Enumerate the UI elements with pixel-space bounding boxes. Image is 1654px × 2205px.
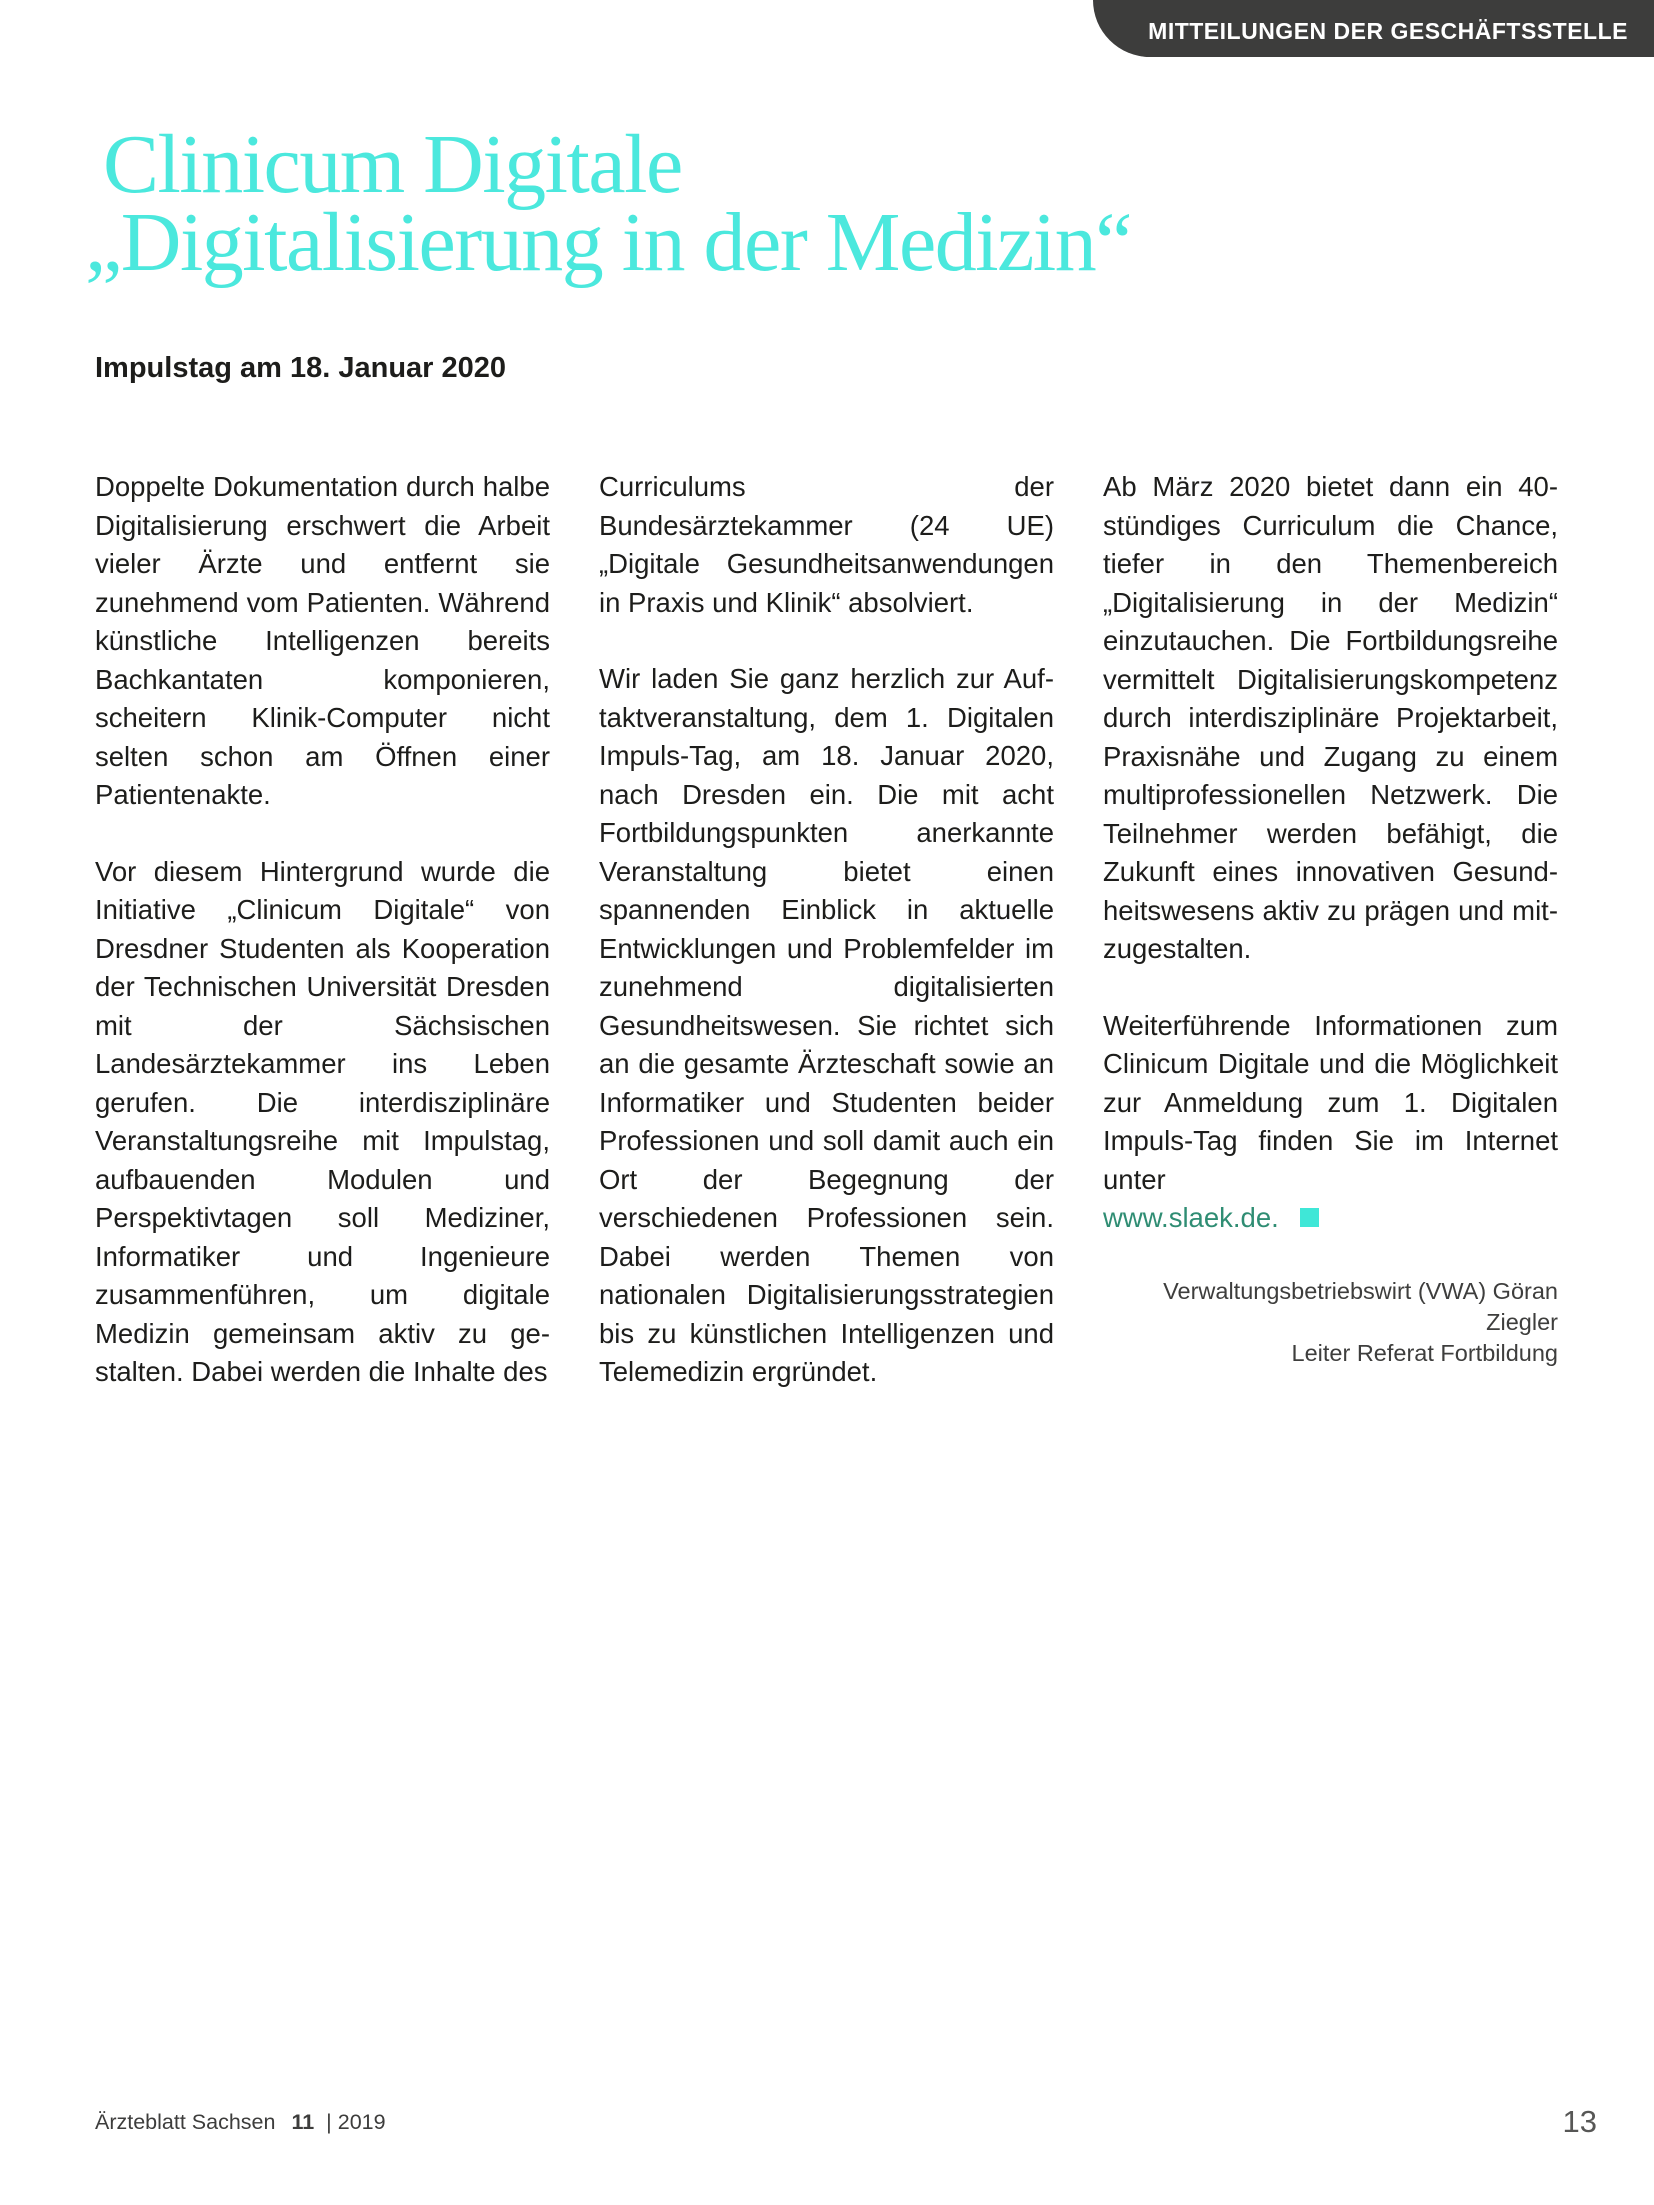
issue-number: 11 bbox=[291, 2110, 315, 2134]
page-number: 13 bbox=[1562, 2104, 1597, 2139]
article-end-square-icon bbox=[1300, 1208, 1319, 1227]
text-column-1 bbox=[95, 468, 550, 1430]
journal-name: Ärzteblatt Sachsen bbox=[95, 2110, 276, 2134]
text-column-2 bbox=[599, 468, 1054, 1430]
website-link-line bbox=[1103, 1199, 1558, 1238]
paragraph-col1-1: Doppelte Dokumentation durch halbe Digitalisierung erschwert die Arbeit vieler Ärzte und entfernt sie zunehmend vom Patienten. Während künstliche Intelligenzen bereits Bachkantaten komponieren, scheitern Klinik-Computer nicht selten schon am Öffnen einer Patientenakte. bbox=[95, 471, 550, 810]
slaek-website-link[interactable]: www.slaek.de. bbox=[1103, 1202, 1279, 1233]
section-badge bbox=[1093, 0, 1654, 57]
article-title bbox=[85, 118, 1132, 289]
author-role: Leiter Referat Fortbildung bbox=[1291, 1339, 1558, 1366]
text-column-3 bbox=[1103, 468, 1558, 1430]
paragraph-col2-1: Curriculums der Bundesärztekammer (24 UE) „Digitale Gesundheitsanwendungen in Praxis und Klinik“ absolviert. bbox=[599, 471, 1054, 618]
article-subtitle: Impulstag am 18. Januar 2020 bbox=[95, 352, 507, 384]
author-signature bbox=[1103, 1276, 1558, 1369]
section-badge-label: MITTEILUNGEN DER GESCHÄFTSSTELLE bbox=[1148, 17, 1628, 44]
paragraph-col3-1: Ab März 2020 bietet dann ein 40-stündiges Curriculum die Chance, tiefer in den Themenbereich „Digitalisierung in der Medizin“ einzutauchen. Die Fortbildungsreihe vermittelt Digitalisierungskompetenz durch interdisziplinäre Projektarbeit, Praxisnähe und Zugang zu einem multiprofessionellen Netzwerk. Die Teilnehmer werden befähigt, die Zukunft eines innovativen Gesundheitswesens aktiv zu prägen und mitzugestalten. bbox=[1103, 471, 1558, 964]
article-title-line2: „Digitalisierung in der Medizin“ bbox=[85, 196, 1132, 289]
author-name: Verwaltungsbetriebswirt (VWA) Göran Ziegler bbox=[1163, 1277, 1558, 1335]
footer-journal-info bbox=[95, 2110, 386, 2135]
issue-year: | 2019 bbox=[326, 2110, 386, 2134]
paragraph-col3-2: Weiterführende Informationen zum Clinicum Digitale und die Möglichkeit zur Anmeldung zum 1. Digitalen Impuls-Tag finden Sie im Internet unter bbox=[1103, 1009, 1558, 1195]
paragraph-col2-2: Wir laden Sie ganz herzlich zur Auftaktveranstaltung, dem 1. Digitalen Impuls-Tag, am 18. Januar 2020, nach Dresden ein. Die mit acht Fortbildungspunkten anerkannte Veranstaltung bietet einen spannenden Einblick in aktuelle Entwicklungen und Problemfelder im zunehmend digitalisierten Gesundheitswesen. Sie richtet sich an die gesamte Ärzteschaft sowie an Informatiker und Studenten beider Professionen und soll damit auch ein Ort der Begegnung der verschiedenen Professionen sein. Dabei werden Themen von nationalen Digitalisierungsstrategien bis zu künstlichen Intelligenzen und Telemedizin ergründet. bbox=[599, 663, 1054, 1387]
article-body bbox=[95, 468, 1558, 1430]
article-title-line1: Clinicum Digitale bbox=[103, 118, 682, 211]
paragraph-col1-2: Vor diesem Hintergrund wurde die Initiative „Clinicum Digitale“ von Dresdner Studenten als Kooperation der Technischen Universität Dresden mit der Sächsischen Landesärztekammer ins Leben gerufen. Die interdisziplinäre Veranstaltungsreihe mit Impulstag, aufbauenden Modulen und Perspektivtagen soll Mediziner, Informatiker und Ingenieure zusammenführen, um digitale Medizin gemeinsam aktiv zu gestalten. Dabei werden die Inhalte des bbox=[95, 855, 550, 1387]
